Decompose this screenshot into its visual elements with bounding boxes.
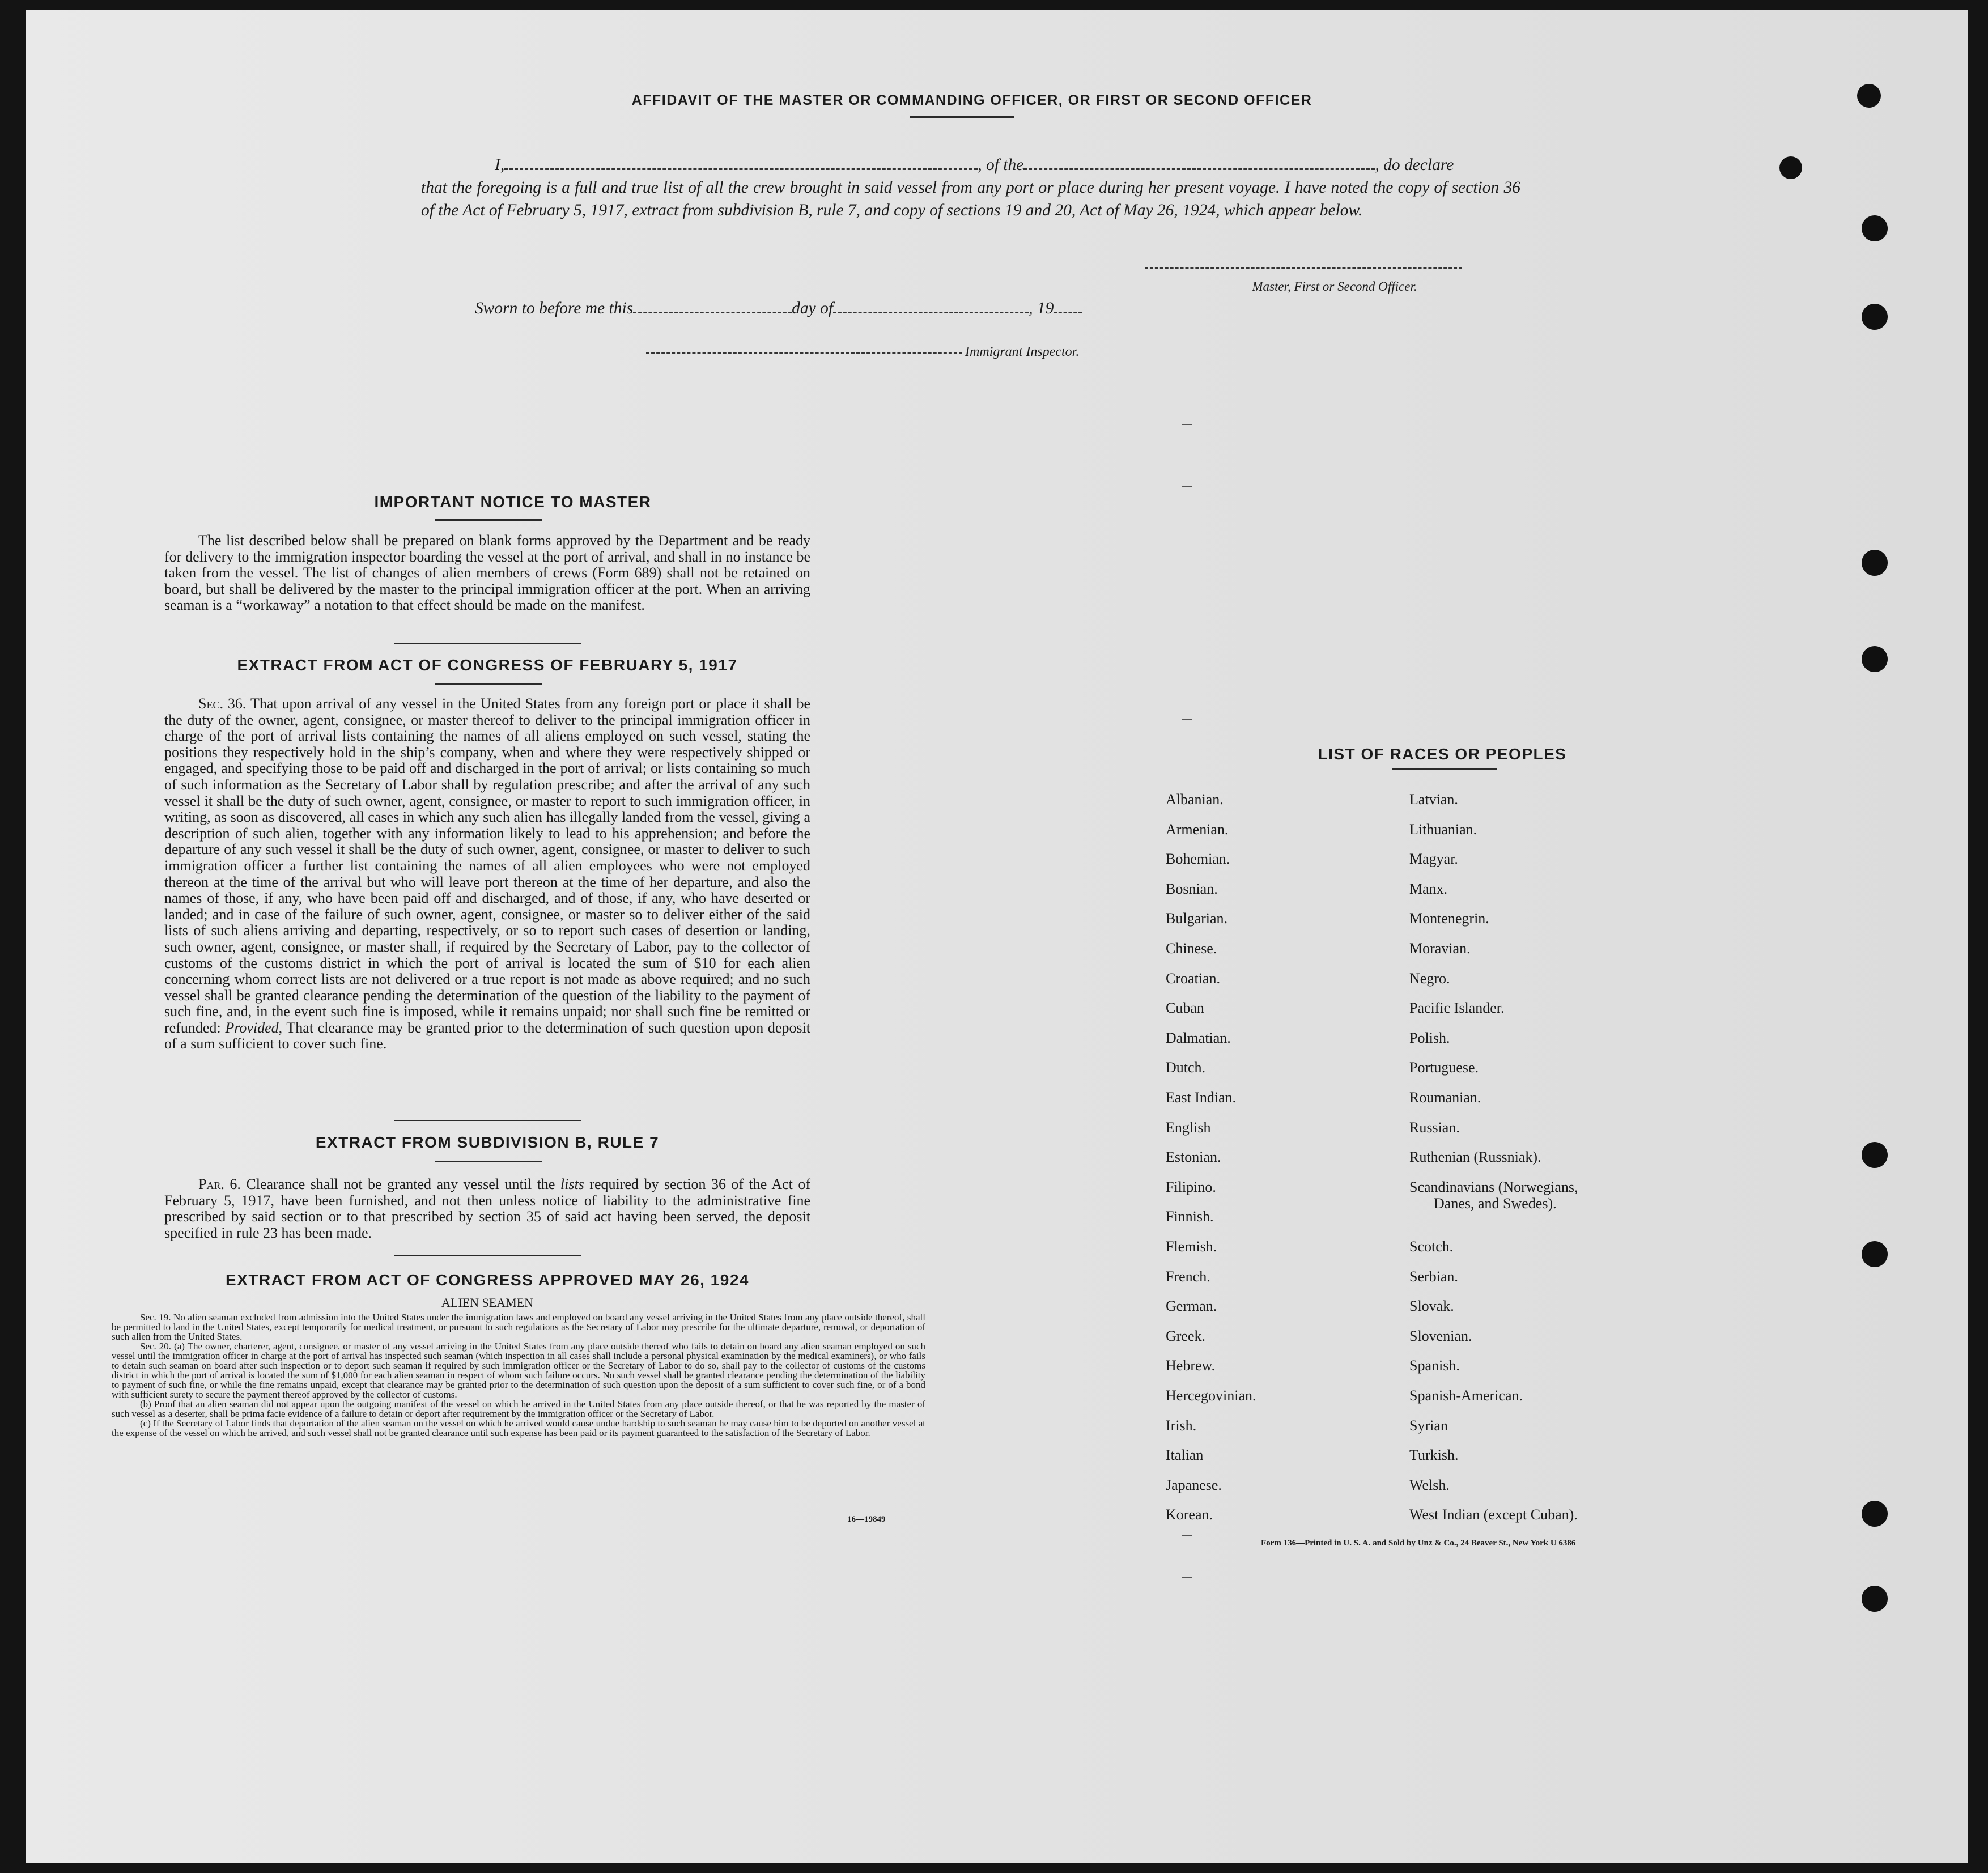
race-item: Scandinavians (Norwegians, xyxy=(1409,1178,1578,1195)
race-item: Danes, and Swedes). xyxy=(1434,1195,1557,1212)
inspector-signature-line[interactable] xyxy=(646,351,962,354)
race-item: English xyxy=(1166,1119,1211,1136)
declaration-body: that the foregoing is a full and true list of all the crew brought in said vessel from any port or place during her present voyage. I have noted the copy of section 36 of the Act of February 5, 1917, extract from subdivision B, rule 7, and copy of sections 19 and 20, Act of May 26, 1924, which appear below. xyxy=(421,179,1520,219)
section-20c-text: (c) If the Secretary of Labor finds that deportation of the alien seaman on the vessel on which he arrived would cause undue hardship to such seaman he may cause him to be deported on another vessel at the expense of the vessel on which he arrived, and such vessel shall not be granted clearance until such expense has been paid or its payment guaranteed to the satisfaction of the Secretary of Labor. xyxy=(112,1418,925,1438)
section-divider xyxy=(394,643,581,644)
punch-hole xyxy=(1862,1142,1888,1168)
punch-hole xyxy=(1862,1241,1888,1267)
stray-mark xyxy=(1182,486,1192,487)
extract-1917-title: EXTRACT FROM ACT OF CONGRESS OF FEBRUARY 5, 1917 xyxy=(237,656,738,674)
race-item: Hercegovinian. xyxy=(1166,1387,1256,1404)
par-6-text xyxy=(164,1177,810,1241)
race-item: Serbian. xyxy=(1409,1268,1458,1285)
race-item: Scotch. xyxy=(1409,1238,1454,1255)
race-item: East Indian. xyxy=(1166,1089,1237,1106)
race-item: Italian xyxy=(1166,1447,1204,1464)
race-item: Bulgarian. xyxy=(1166,910,1228,927)
races-title: LIST OF RACES OR PEOPLES xyxy=(1318,745,1567,763)
race-item: West Indian (except Cuban). xyxy=(1409,1506,1578,1523)
race-item: Filipino. xyxy=(1166,1178,1216,1195)
of-the-label: , of the xyxy=(978,156,1024,174)
race-item: Albanian. xyxy=(1166,791,1224,808)
section-36-body-end: That clearance may be granted prior to the determination of such question upon deposit of a sum sufficient to cover such fine. xyxy=(164,1019,811,1052)
race-item: Croatian. xyxy=(1166,970,1221,987)
section-36-label: Sec. 36. xyxy=(198,695,247,712)
section-36-body: That upon arrival of any vessel in the United States from any foreign port or place it shall be the duty of the owner, agent, consignee, or master thereof to deliver to the principal immigration officer in charge of the port of arrival lists containing the names of all aliens employed on such vessel, stating the positions they respectively hold in the ship’s company, when and where they were respectively shipped or engaged, and specifying those to be paid off and discharged in the port of arrival; or lists containing so much of such information as the Secretary of Labor shall by regulation prescribe; and after the arrival of any such vessel it shall be the duty of such owner, agent, consignee, or master to report to such immigration officer, in writing, as soon as discovered, all cases in which any such alien has illegally landed from the vessel, giving a description of such alien, together with any information likely to lead to his apprehension; and before the departure of any such vessel it shall be the duty of such owner, agent, consignee, or master to deliver to such immigration officer a further list containing the names of all alien employees who were not employed thereon at the time of the arrival but who will leave port thereon at the time of her departure, and also the names of those, if any, who have been paid off and discharged, and of those, if any, who have deserted or landed; and in case of the failure of such owner, agent, consignee, or master so to deliver either of the said lists of such aliens arriving and departing, respectively, or so to report such cases of desertion or landing, such owner, agent, consignee, or master shall, if required by the Secretary of Labor, pay to the collector of customs of the customs district in which the port of arrival is located the sum of $10 for each alien concerning whom correct lists are not delivered or a true report is not made as above required; and no such vessel shall be granted clearance pending the determination of the question of the liability to the payment of such fine, and, in the event such fine is imposed, while it remains unpaid; nor shall such fine be remitted or refunded: xyxy=(164,695,810,1036)
extract-1924-title: EXTRACT FROM ACT OF CONGRESS APPROVED MAY 26, 1924 xyxy=(226,1271,749,1289)
race-item: Armenian. xyxy=(1166,821,1229,838)
race-item: Russian. xyxy=(1409,1119,1460,1136)
race-item: Hebrew. xyxy=(1166,1357,1216,1374)
rule-7-underline xyxy=(435,1161,542,1162)
day-of-label: day of xyxy=(792,299,834,317)
notice-body: The list described below shall be prepared on blank forms approved by the Department and be ready for delivery to the immigration inspector boarding the vessel at the port of arrival, and shall in no instance be taken from the vessel. The list of changes of alien members of crews (Form 689) shall not be retained on board, but shall be delivered by the master to the principal immigration officer at the port. When an arriving seaman is a “workaway” a notation to that effect should be made on the manifest. xyxy=(164,532,810,614)
race-item: Magyar. xyxy=(1409,851,1458,868)
i-label: I, xyxy=(495,156,505,174)
lists-word: lists xyxy=(560,1176,584,1192)
punch-hole xyxy=(1862,550,1888,576)
race-item: Spanish. xyxy=(1409,1357,1460,1374)
race-item: Turkish. xyxy=(1409,1447,1459,1464)
stray-mark xyxy=(1182,424,1192,425)
race-item: Estonian. xyxy=(1166,1149,1221,1166)
stray-mark xyxy=(1182,719,1192,720)
race-item: Slovak. xyxy=(1409,1298,1454,1315)
sworn-line xyxy=(475,299,1082,318)
race-item: Bohemian. xyxy=(1166,851,1230,868)
inspector-label: Immigrant Inspector. xyxy=(965,345,1080,359)
stray-mark xyxy=(1182,1535,1192,1536)
race-item: Flemish. xyxy=(1166,1238,1217,1255)
sworn-label: Sworn to before me this xyxy=(475,299,634,317)
race-item: Welsh. xyxy=(1409,1476,1450,1493)
sworn-day-blank[interactable] xyxy=(633,311,792,313)
race-item: Latvian. xyxy=(1409,791,1458,808)
race-item: Moravian. xyxy=(1409,940,1471,957)
alien-seamen-subtitle: ALIEN SEAMEN xyxy=(441,1296,533,1310)
race-item: Dalmatian. xyxy=(1166,1029,1231,1046)
race-item: Greek. xyxy=(1166,1327,1206,1344)
name-blank[interactable] xyxy=(504,168,978,170)
year-label: , 19 xyxy=(1029,299,1054,317)
race-item: Irish. xyxy=(1166,1417,1197,1434)
race-item: Polish. xyxy=(1409,1029,1450,1046)
section-20b-text: (b) Proof that an alien seaman did not appear upon the outgoing manifest of the vessel on which he arrived in the United States from any place outside thereof, or that he was reported by the master of such vessel as a deserter, shall be prima facie evidence of a failure to detain or deport after requirement by the immigration officer or the Secretary of Labor. xyxy=(112,1399,925,1419)
title-underline xyxy=(910,116,1014,118)
races-underline xyxy=(1392,768,1497,770)
declaration-text xyxy=(421,154,1520,222)
section-19-text: Sec. 19. No alien seaman excluded from admission into the United States under the immigration laws and employed on board any vessel arriving in the United States from any place outside thereof, shall be permitted to land in the United States, except temporarily for medical treatment, or pursuant to such regulations as the Secretary of Labor may prescribe for the ultimate departure, removal, or deportation of such alien from the United States. xyxy=(112,1312,925,1342)
race-item: Negro. xyxy=(1409,970,1450,987)
race-item: Ruthenian (Russniak). xyxy=(1409,1149,1541,1166)
sworn-year-blank[interactable] xyxy=(1054,311,1082,313)
race-item: Dutch. xyxy=(1166,1059,1206,1076)
punch-hole xyxy=(1779,156,1802,179)
par-6-body-end: required by section 36 of the Act of February 5, 1917, have been furnished, and not then unless notice of liability to the administrative fine prescribed by said section or to that prescribed by section 35 of said act having been served, the deposit specified in rule 23 has been made. xyxy=(164,1176,811,1241)
notice-underline xyxy=(435,519,542,521)
race-item: Slovenian. xyxy=(1409,1327,1472,1344)
race-item: German. xyxy=(1166,1298,1217,1315)
stray-mark xyxy=(1182,1577,1192,1578)
race-item: Portuguese. xyxy=(1409,1059,1479,1076)
race-item: Spanish-American. xyxy=(1409,1387,1523,1404)
form-printer-note: Form 136—Printed in U. S. A. and Sold by Unz & Co., 24 Beaver St., New York U 6386 xyxy=(1261,1539,1576,1548)
punch-hole xyxy=(1862,215,1888,241)
section-20a-text: Sec. 20. (a) The owner, charterer, agent, consignee, or master of any vessel arriving in the United States from any place outside thereof who fails to detain on board any alien seaman employed on such vessel until the immigration officer in charge at the port of arrival has inspected such seaman (which inspection in all cases shall include a personal physical examination by the medical examiners), or who fails to detain such seaman on board after such inspection or to deport such seaman if required by such immigration officer or the Secretary of Labor to do so, shall pay to the collector of customs of the customs district in which the port of arrival is located the sum of $1,000 for each alien seaman in respect of whom such failure occurs. No such vessel shall be granted clearance pending the determination of the liability to payment of such fine, or while the fine remains unpaid, except that clearance may be granted prior to the determination of such question upon the deposit of a sum sufficient to cover such fine, or of a bond with sufficient surety to secure the payment thereof approved by the collector of customs. xyxy=(112,1341,925,1400)
race-item: Finnish. xyxy=(1166,1208,1214,1225)
race-item: Roumanian. xyxy=(1409,1089,1481,1106)
provided-word: Provided, xyxy=(225,1019,283,1036)
race-item: Korean. xyxy=(1166,1506,1213,1523)
race-item: Syrian xyxy=(1409,1417,1448,1434)
extract-1924-body xyxy=(112,1313,925,1438)
extract-1917-underline xyxy=(435,683,542,685)
race-item: Japanese. xyxy=(1166,1476,1222,1493)
par-6-body: Clearance shall not be granted any vessel until the xyxy=(246,1176,555,1192)
do-declare-label: , do declare xyxy=(1375,156,1454,174)
document-page xyxy=(26,10,1968,1863)
form-code: 16—19849 xyxy=(847,1515,886,1524)
race-item: Manx. xyxy=(1409,880,1448,897)
par-6-label: Par. 6. xyxy=(198,1176,241,1192)
punch-hole xyxy=(1862,1586,1888,1612)
master-label: Master, First or Second Officer. xyxy=(1252,279,1417,294)
punch-hole xyxy=(1862,1501,1888,1527)
master-signature-line[interactable] xyxy=(1145,266,1462,269)
vessel-blank[interactable] xyxy=(1023,168,1375,170)
affidavit-title: AFFIDAVIT OF THE MASTER OR COMMANDING OFFICER, OR FIRST OR SECOND OFFICER xyxy=(631,92,1312,108)
race-item: Pacific Islander. xyxy=(1409,1000,1505,1017)
section-divider xyxy=(394,1255,581,1256)
race-item: Chinese. xyxy=(1166,940,1217,957)
punch-hole xyxy=(1862,646,1888,672)
sworn-month-blank[interactable] xyxy=(833,311,1029,313)
race-item: Bosnian. xyxy=(1166,880,1218,897)
rule-7-title: EXTRACT FROM SUBDIVISION B, RULE 7 xyxy=(315,1133,660,1151)
race-item: Montenegrin. xyxy=(1409,910,1489,927)
punch-hole xyxy=(1862,304,1888,330)
race-item: French. xyxy=(1166,1268,1210,1285)
notice-title: IMPORTANT NOTICE TO MASTER xyxy=(374,493,652,511)
race-item: Lithuanian. xyxy=(1409,821,1477,838)
race-item: Cuban xyxy=(1166,1000,1204,1017)
section-36-text xyxy=(164,696,810,1052)
section-divider xyxy=(394,1120,581,1121)
